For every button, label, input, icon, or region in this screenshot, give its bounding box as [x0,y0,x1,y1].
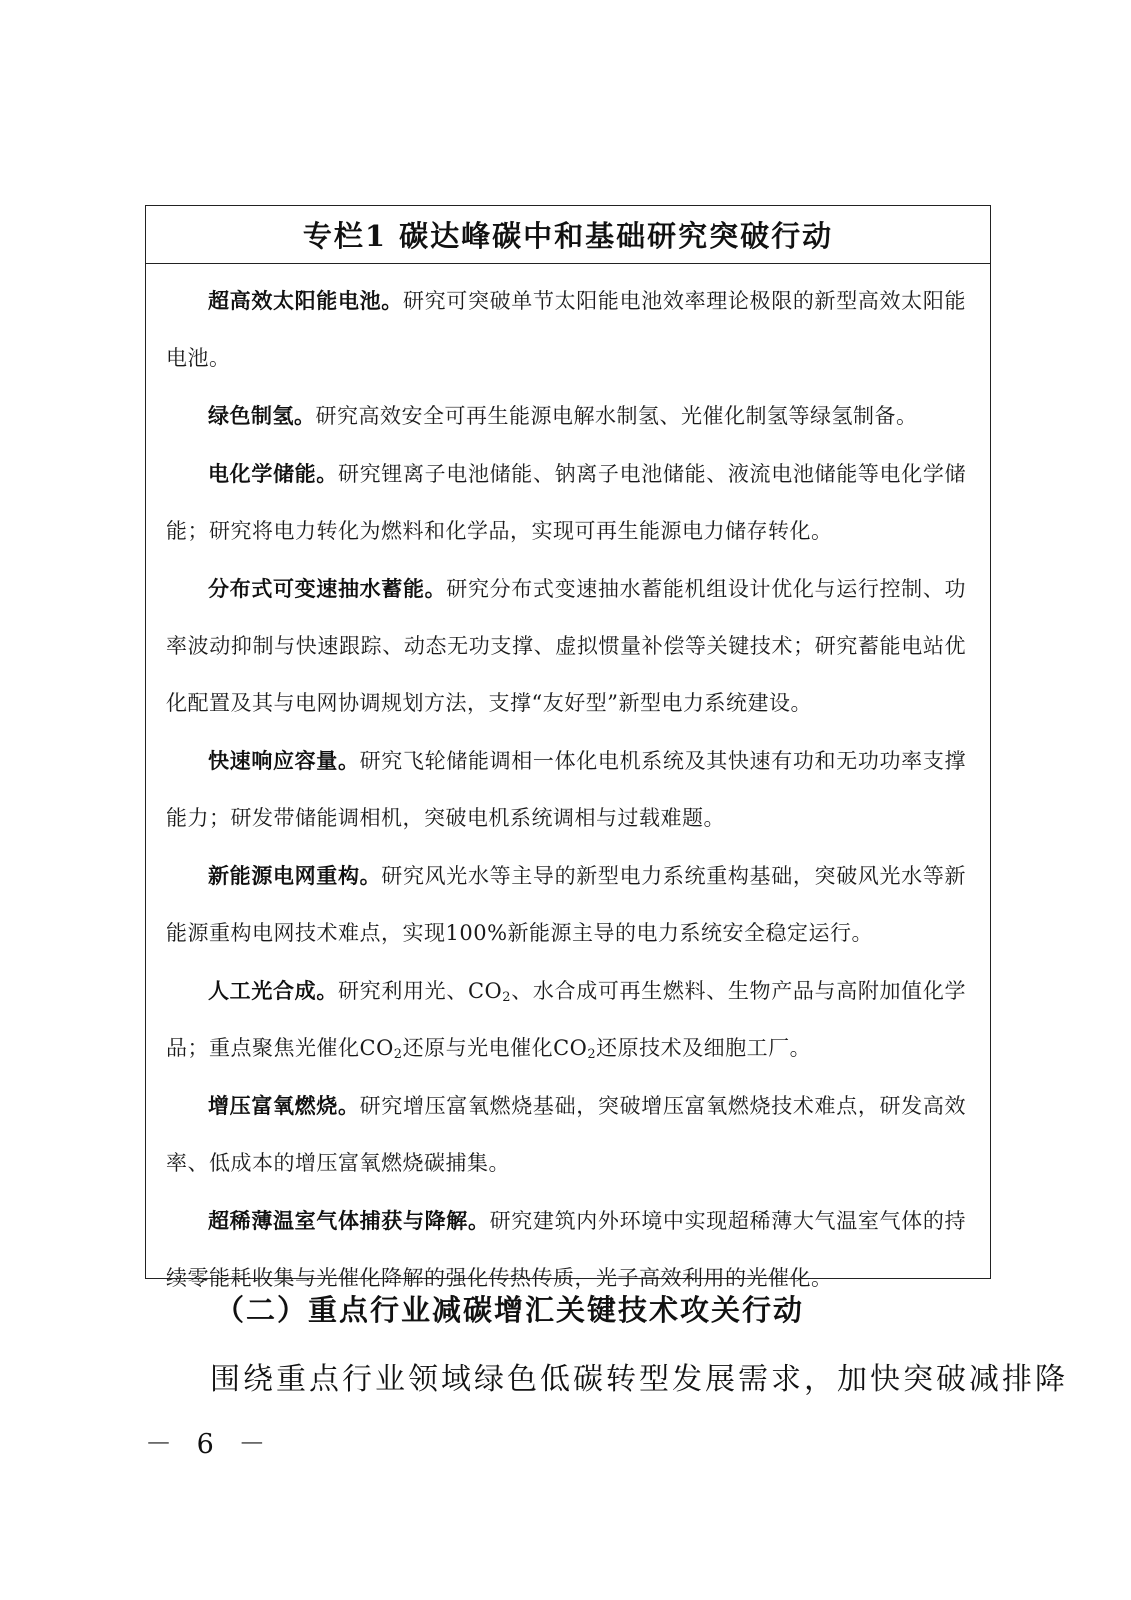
subscript: 2 [393,1047,403,1062]
item-lead: 分布式可变速抽水蓄能。 [208,576,447,601]
column-title: 专栏1 碳达峰碳中和基础研究突破行动 [146,206,990,264]
column-box [145,205,991,1290]
item-text: 研究建筑内外环境中实现超稀薄大气温室气体的持续零能耗收集与光催化降解的强化传热传质，光子高效利用的光催化。 [166,1209,967,1290]
item-grid-reconstruction [166,847,966,962]
item-lead: 绿色制氢。 [208,403,316,428]
item-text: 、水合成可再生燃料、生物产品与高附加值化学品；重点聚焦光催化CO [166,979,967,1060]
item-pumped-storage [166,560,966,732]
item-lead: 电化学储能。 [208,461,338,486]
section-heading: （二）重点行业减碳增汇关键技术攻关行动 [215,1293,805,1327]
item-oxy-combustion [166,1077,966,1192]
item-text: 研究增压富氧燃烧基础，突破增压富氧燃烧技术难点，研发高效率、低成本的增压富氧燃烧碳捕集。 [166,1094,967,1175]
item-text: 研究高效安全可再生能源电解水制氢、光催化制氢等绿氢制备。 [315,404,918,428]
item-text: 研究分布式变速抽水蓄能机组设计优化与运行控制、功率波动抑制与快速跟踪、动态无功支撑、虚拟惯量补偿等关键技术；研究蓄能电站优化配置及其与电网协调规划方法，支撑“友好型”新型电力系统建设。 [166,577,966,715]
item-text: 还原与光电催化CO [402,1036,588,1060]
section-paragraph: 围绕重点行业领域绿色低碳转型发展需求，加快突破减排降 [210,1362,1068,1397]
item-solar-cell [166,272,966,387]
item-lead: 人工光合成。 [208,978,338,1003]
item-text: 研究风光水等主导的新型电力系统重构基础，突破风光水等新能源重构电网技术难点，实现100%新能源主导的电力系统安全稳定运行。 [166,864,967,945]
item-electrochemical-storage [166,445,966,560]
item-lead: 新能源电网重构。 [208,863,382,888]
page-number: － 6 － [145,1429,274,1460]
item-text: 还原技术及细胞工厂。 [596,1036,812,1060]
item-green-hydrogen [166,387,966,445]
item-text: 研究可突破单节太阳能电池效率理论极限的新型高效太阳能电池。 [166,289,967,370]
item-text: 研究利用光、CO [338,979,503,1003]
item-text: 研究锂离子电池储能、钠离子电池储能、液流电池储能等电化学储能；研究将电力转化为燃料和化学品，实现可再生能源电力储存转化。 [166,462,967,543]
column-body [146,264,990,1307]
item-lead: 快速响应容量。 [208,748,360,773]
subscript: 2 [502,990,512,1005]
item-fast-response [166,732,966,847]
item-lead: 超稀薄温室气体捕获与降解。 [208,1208,490,1233]
item-artificial-photosynthesis [166,962,966,1077]
item-lead: 增压富氧燃烧。 [208,1093,360,1118]
item-lead: 超高效太阳能电池。 [208,288,403,313]
item-text: 研究飞轮储能调相一体化电机系统及其快速有功和无功功率支撑能力；研发带储能调相机，突破电机系统调相与过载难题。 [166,749,967,830]
subscript: 2 [587,1047,597,1062]
